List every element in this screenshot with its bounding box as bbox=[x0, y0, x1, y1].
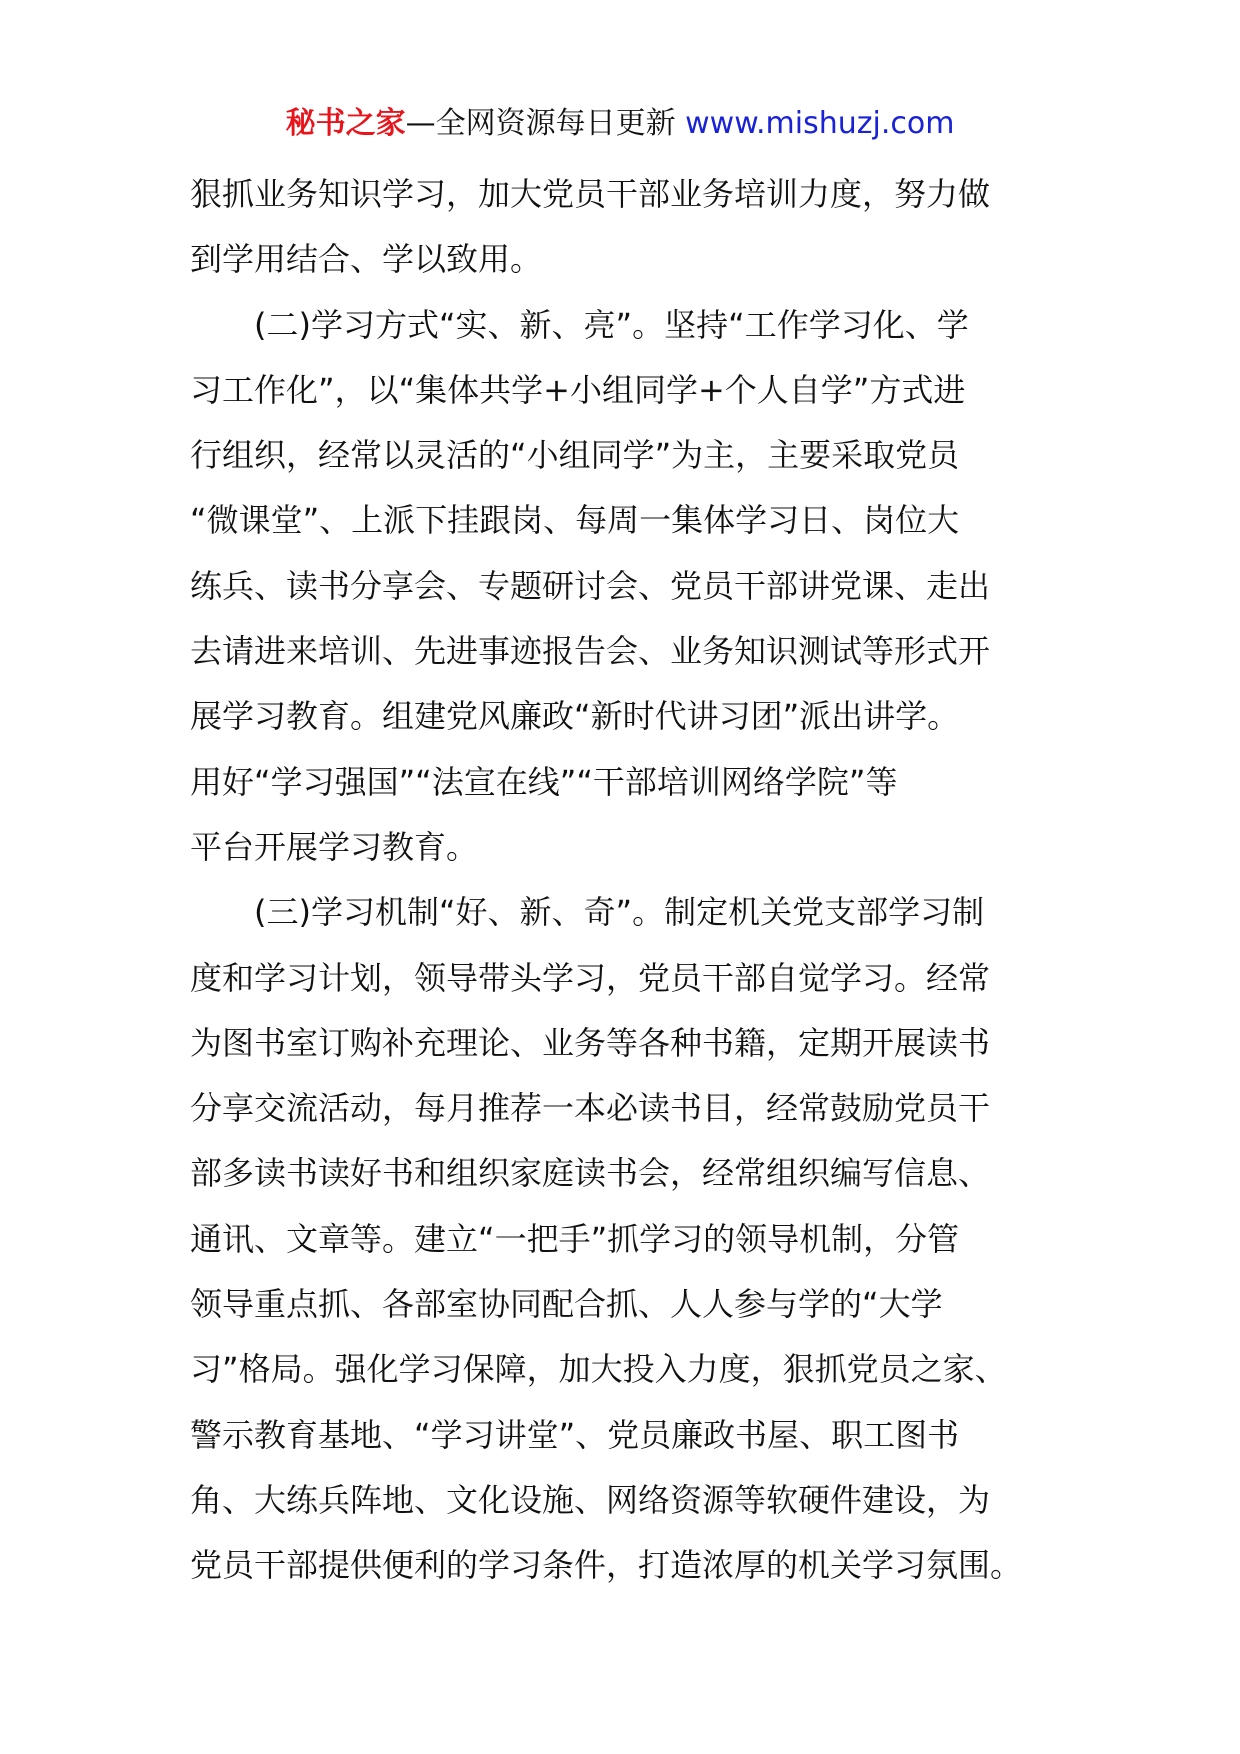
text-line: 平台开展学习教育。 bbox=[190, 827, 479, 866]
text-line: 分享交流活动，每月推荐一本必读书目，经常鼓励党员干 bbox=[190, 1089, 991, 1128]
site-header bbox=[0, 100, 1240, 148]
text-line: 警示教育基地、“学习讲堂”、党员廉政书屋、职工图书 bbox=[190, 1415, 960, 1454]
text-line: 习”格局。强化学习保障，加大投入力度，狠抓党员之家、 bbox=[190, 1350, 1007, 1389]
text-line: 党员干部提供便利的学习条件，打造浓厚的机关学习氛围。 bbox=[190, 1546, 1023, 1585]
text-line: 为图书室订购补充理论、业务等各种书籍，定期开展读书 bbox=[190, 1023, 991, 1062]
site-url[interactable]: www.mishuzj.com bbox=[685, 106, 955, 141]
text-line: 去请进来培训、先进事迹报告会、业务知识测试等形式开 bbox=[190, 632, 991, 671]
header-tagline: —全网资源每日更新 bbox=[405, 106, 676, 141]
text-line: 到学用结合、学以致用。 bbox=[190, 240, 543, 279]
text-line: 行组织，经常以灵活的“小组同学”为主，主要采取党员 bbox=[190, 436, 960, 475]
text-line: 练兵、读书分享会、专题研讨会、党员干部讲党课、走出 bbox=[190, 566, 991, 605]
text-line: 狠抓业务知识学习，加大党员干部业务培训力度，努力做 bbox=[190, 175, 991, 213]
text-line: 部多读书读好书和组织家庭读书会，经常组织编写信息、 bbox=[190, 1154, 991, 1193]
text-line: 领导重点抓、各部室协同配合抓、人人参与学的“大学 bbox=[190, 1285, 943, 1324]
document-body bbox=[190, 162, 1058, 1599]
text-line: 习工作化”，以“集体共学+小组同学+个人自学”方式进 bbox=[190, 370, 966, 409]
brand-name: 秘书之家 bbox=[285, 106, 406, 141]
text-line: 度和学习计划，领导带头学习，党员干部自觉学习。经常 bbox=[190, 958, 991, 997]
text-line: 角、大练兵阵地、文化设施、网络资源等软硬件建设，为 bbox=[190, 1480, 991, 1519]
text-line: 用好“学习强国”“法宣在线”“干部培训网络学院”等 bbox=[190, 762, 898, 801]
paragraph-start-line: (二)学习方式“实、新、亮”。坚持“工作学习化、学 bbox=[254, 305, 969, 344]
paragraph-start-line: (三)学习机制“好、新、奇”。制定机关党支部学习制 bbox=[254, 893, 985, 932]
text-line: 展学习教育。组建党风廉政“新时代讲习团”派出讲学。 bbox=[190, 697, 960, 736]
text-line: “微课堂”、上派下挂跟岗、每周一集体学习日、岗位大 bbox=[190, 501, 960, 540]
text-line: 通讯、文章等。建立“一把手”抓学习的领导机制，分管 bbox=[190, 1219, 960, 1258]
